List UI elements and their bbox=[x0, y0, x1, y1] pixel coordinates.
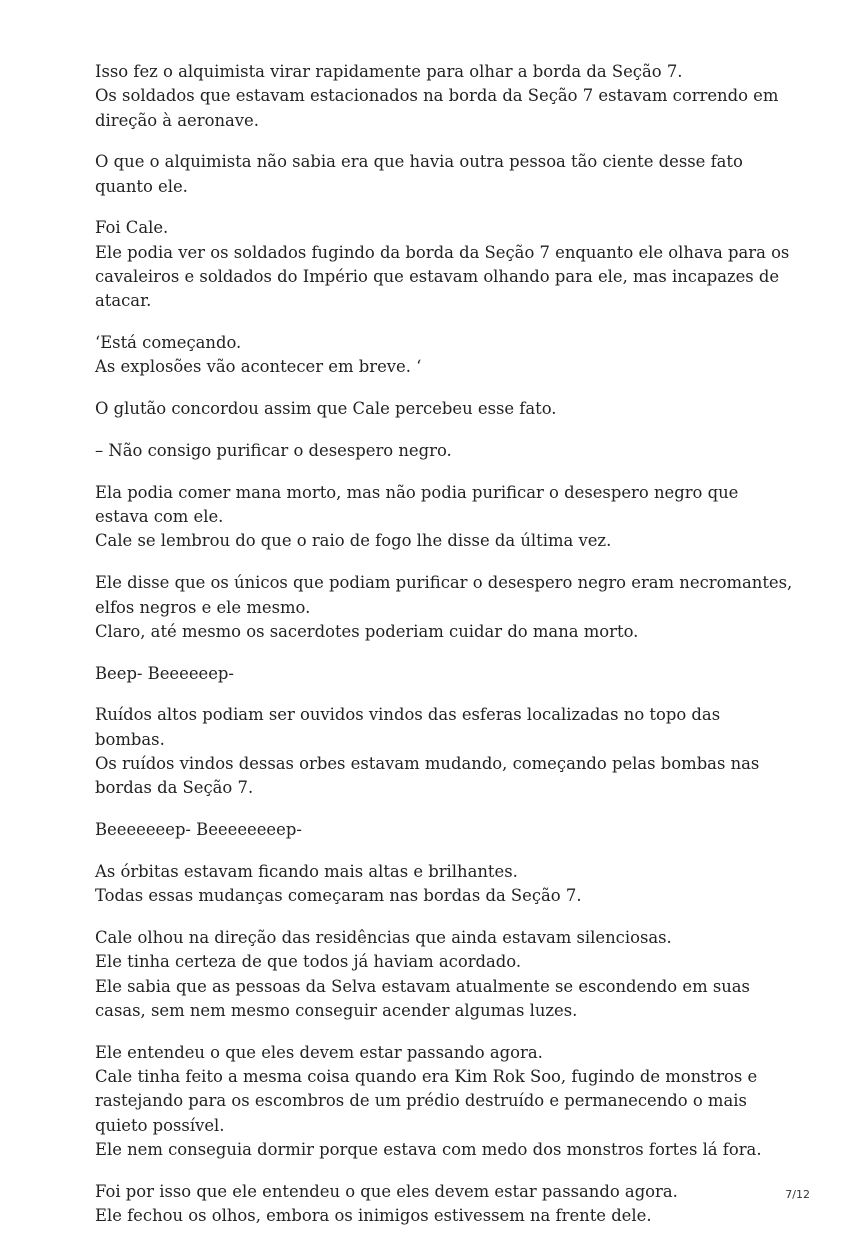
text-line: Isso fez o alquimista virar rapidamente para olhar a borda da Seção 7. bbox=[95, 62, 683, 81]
paragraph bbox=[95, 397, 795, 421]
text-line: Ele tinha certeza de que todos já haviam acordado. bbox=[95, 952, 522, 972]
text-line: Beeeeeeep- Beeeeeeeep- bbox=[95, 820, 302, 840]
paragraph bbox=[95, 481, 795, 554]
paragraph bbox=[95, 331, 795, 380]
document-body bbox=[95, 60, 795, 1246]
text-line: Claro, até mesmo os sacerdotes poderiam cuidar do mana morto. bbox=[95, 621, 639, 641]
text-line: Ele nem conseguia dormir porque estava com medo dos monstros fortes lá fora. bbox=[95, 1139, 762, 1159]
text-line: ‘Está começando. bbox=[95, 333, 242, 353]
text-line: Cale olhou na direção das residências que ainda estavam silenciosas. bbox=[95, 928, 672, 948]
page-number: 7/12 bbox=[785, 1188, 810, 1201]
text-line: Os ruídos vindos dessas orbes estavam mudando, começando pelas bombas nas bordas da Seção 7. bbox=[95, 754, 760, 798]
text-line: Ele sabia que as pessoas da Selva estavam atualmente se escondendo em suas casas, sem nem mesmo conseguir acender algumas luzes. bbox=[95, 976, 750, 1020]
text-line: O glutão concordou assim que Cale percebeu esse fato. bbox=[95, 399, 557, 419]
text-line: Todas essas mudanças começaram nas bordas da Seção 7. bbox=[95, 886, 582, 906]
text-line: Ele entendeu o que eles devem estar passando agora. bbox=[95, 1042, 543, 1062]
text-line: – Não consigo purificar o desespero negro. bbox=[95, 441, 452, 461]
text-line: Beep- Beeeeeep- bbox=[95, 663, 234, 683]
paragraph bbox=[95, 662, 795, 686]
paragraph bbox=[95, 818, 795, 842]
paragraph bbox=[95, 60, 795, 133]
paragraph bbox=[95, 860, 795, 909]
text-line: Ele fechou os olhos, embora os inimigos estivessem na frente dele. bbox=[95, 1205, 652, 1225]
text-line: Ele disse que os únicos que podiam purificar o desespero negro eram necromantes, elfos negros e ele mesmo. bbox=[95, 573, 793, 617]
paragraph bbox=[95, 439, 795, 463]
paragraph bbox=[95, 150, 795, 199]
paragraph bbox=[95, 1180, 795, 1229]
text-line: Os soldados que estavam estacionados na borda da Seção 7 estavam correndo em direção à aeronave. bbox=[95, 86, 779, 130]
text-line: Ruídos altos podiam ser ouvidos vindos das esferas localizadas no topo das bombas. bbox=[95, 705, 721, 749]
paragraph bbox=[95, 1041, 795, 1162]
paragraph bbox=[95, 571, 795, 644]
text-line: Foi Cale. bbox=[95, 218, 169, 238]
paragraph bbox=[95, 703, 795, 800]
paragraph bbox=[95, 216, 795, 313]
text-line: As órbitas estavam ficando mais altas e brilhantes. bbox=[95, 861, 518, 881]
text-line: Ele podia ver os soldados fugindo da borda da Seção 7 enquanto ele olhava para os cavaleiros e soldados do Império que estavam olhando para ele, mas incapazes de atacar. bbox=[95, 242, 790, 311]
text-line: As explosões vão acontecer em breve. ‘ bbox=[95, 357, 422, 377]
text-line: Cale se lembrou do que o raio de fogo lhe disse da última vez. bbox=[95, 531, 612, 551]
text-line: Foi por isso que ele entendeu o que eles devem estar passando agora. bbox=[95, 1181, 678, 1201]
text-line: Cale tinha feito a mesma coisa quando era Kim Rok Soo, fugindo de monstros e rastejando para os escombros de um prédio destruído e permanecendo o mais quieto possível. bbox=[95, 1067, 758, 1135]
paragraph bbox=[95, 926, 795, 1023]
text-line: Ela podia comer mana morto, mas não podia purificar o desespero negro que estava com ele. bbox=[95, 482, 739, 527]
text-line: O que o alquimista não sabia era que havia outra pessoa tão ciente desse fato quanto ele. bbox=[95, 152, 743, 196]
